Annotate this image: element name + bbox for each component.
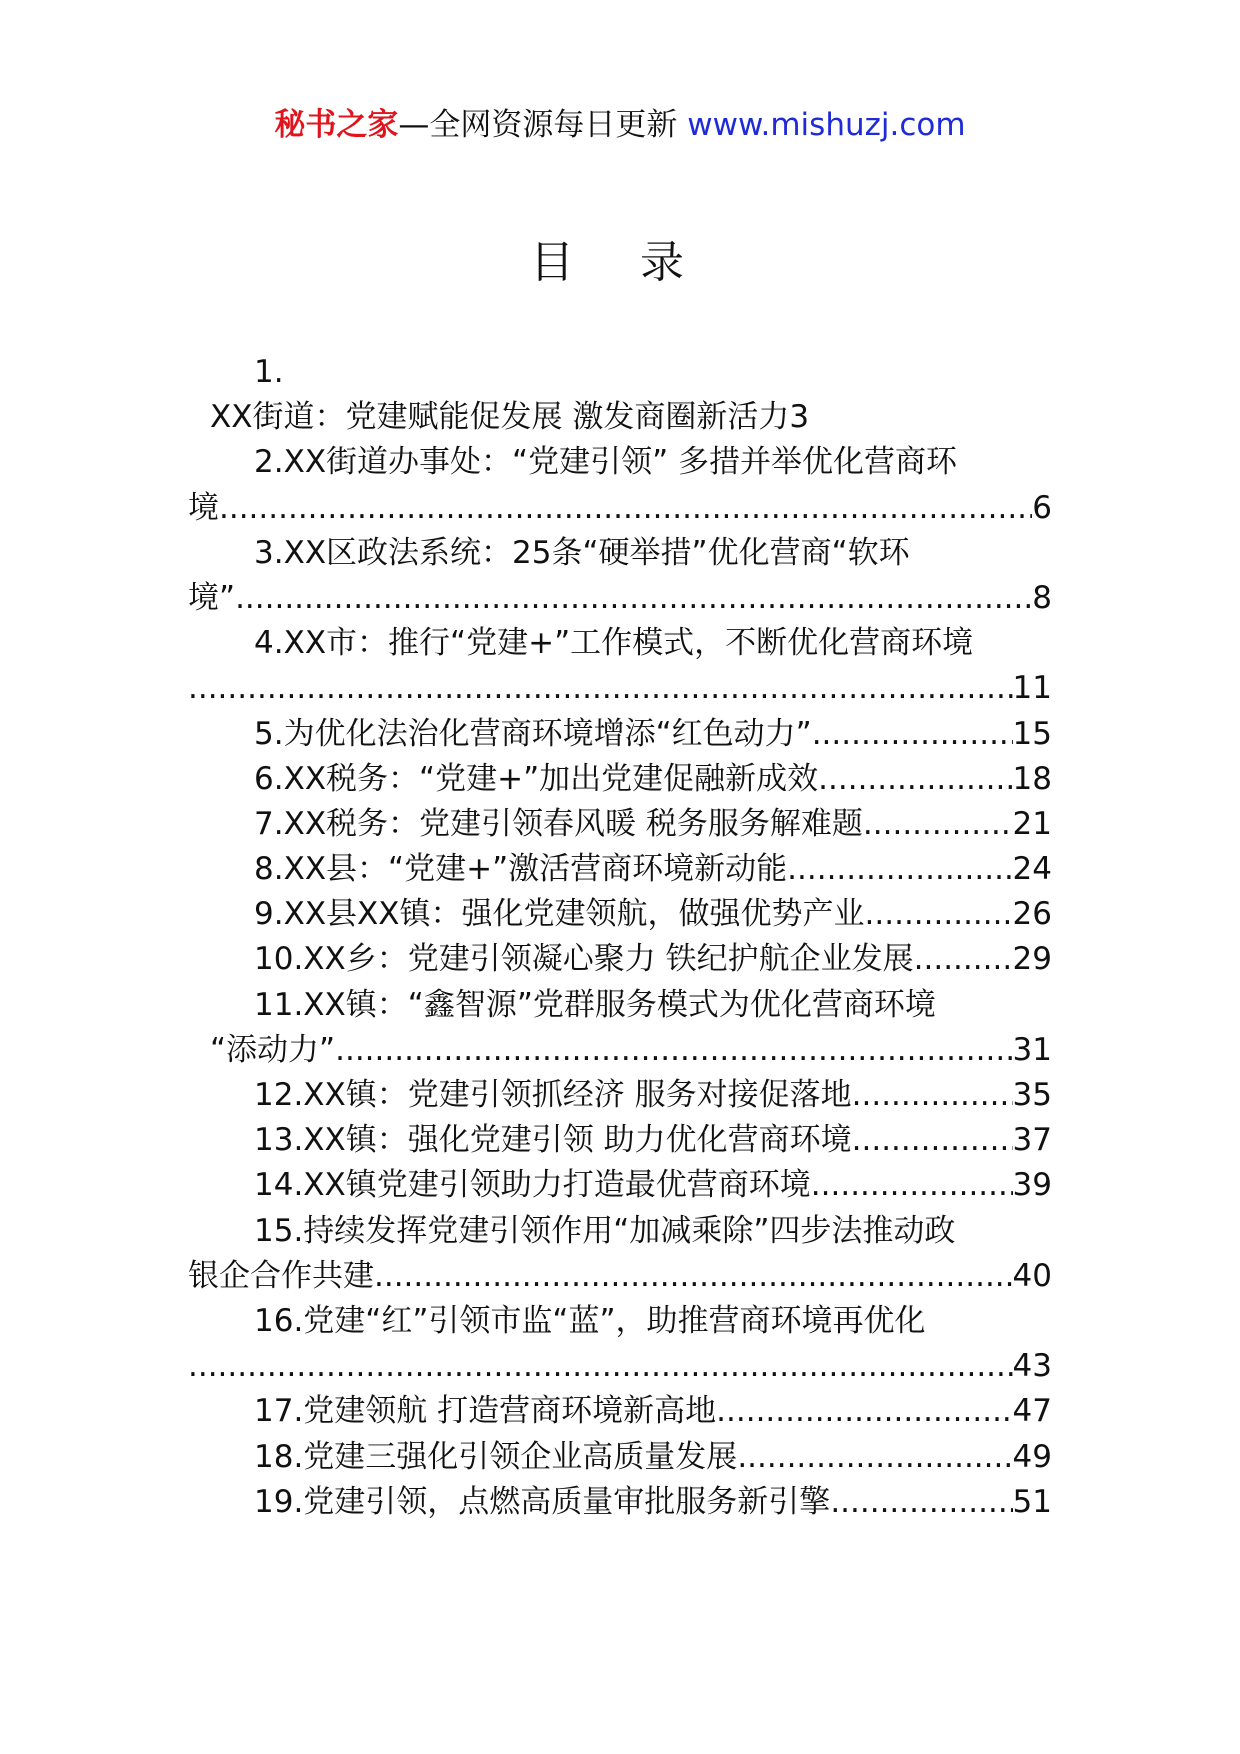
toc-leader-dots [219,486,1032,531]
toc-entry-title: 13.XX镇：强化党建引领 助力优化营商环境 [254,1122,852,1159]
toc-entry-title: 10.XX乡：党建引领凝心聚力 铁纪护航企业发展 [254,941,914,978]
toc-entry-8[interactable] [188,847,1052,892]
toc-entry-4[interactable] [188,621,1052,666]
toc-entry-title: 8.XX县：“党建+”激活营商环境新动能 [254,851,788,888]
toc-entry-title: 16.党建“红”引领市监“蓝”，助推营商环境再优化 [254,1302,926,1339]
toc-entry-title: 5.为优化法治化营商环境增添“红色动力” [254,715,812,752]
toc-leader-dots [716,1389,1012,1434]
toc-entry-page: 11 [1012,670,1052,707]
toc-entry-1-number[interactable]: 1. [254,354,284,390]
toc-entry-page: 24 [1012,851,1052,888]
page-title: 目 录 [530,237,710,288]
toc-entry-9[interactable] [188,892,1052,937]
toc-entry-14[interactable] [188,1163,1052,1208]
toc-entry-page: 47 [1012,1393,1052,1430]
toc-entry-page: 40 [1012,1257,1052,1294]
toc-leader-dots [852,1073,1013,1118]
toc-entry-5[interactable] [188,712,1052,757]
toc-entry-title: 12.XX镇：党建引领抓经济 服务对接促落地 [254,1077,852,1113]
toc-entry-page: 8 [1032,579,1052,616]
toc-entry-title: 2.XX街道办事处：“党建引领” 多措并举优化营商环 [254,444,958,481]
toc-entry-3[interactable] [188,531,1052,576]
toc-entry-title: 3.XX区政法系统：25条“硬举措”优化营商“软环 [254,534,910,571]
toc-leader-dots [852,1118,1013,1163]
toc-entry-title: XX街道：党建赋能促发展 激发商圈新活力 [210,399,790,436]
toc-entry-2-continued[interactable]: 境 ..... 6 [188,486,1052,531]
toc-leader-dots [188,1344,1013,1389]
toc-entry-18[interactable] [188,1435,1052,1480]
toc-entry-4-continued[interactable] [188,666,1052,711]
toc-entry-page: 35 [1012,1077,1052,1113]
toc-leader-dots [737,1435,1012,1480]
toc-leader-dots [811,1163,1013,1208]
toc-entry-page: 3 [789,399,810,436]
toc-entry-title: 19.党建引领，点燃高质量审批服务新引擎 [254,1483,831,1520]
toc-entry-17[interactable] [188,1389,1052,1434]
toc-entry-page: 21 [1012,805,1052,842]
toc-leader-dots [812,712,1013,757]
toc-entry-10[interactable] [188,937,1052,982]
toc-entry-title: 17.党建领航 打造营商环境新高地 [254,1393,717,1430]
toc-entry-title: 7.XX税务：党建引领春风暖 税务服务解难题 [254,805,863,842]
toc-entry-15-continued[interactable]: 银企合作共建 ..... 40 [188,1254,1052,1299]
toc-entry-page: 29 [1012,941,1052,978]
toc-entry-13[interactable] [188,1118,1052,1163]
toc-entry-16[interactable] [188,1299,1052,1344]
toc-entry-title: 6.XX税务：“党建+”加出党建促融新成效 [254,760,819,797]
toc-entry-3-continued[interactable]: 境” ..... 8 [188,576,1052,621]
toc-entry-page: 26 [1012,896,1052,933]
toc-entry-title: 9.XX县XX镇：强化党建领航，做强优势产业 [254,896,865,933]
toc-leader-dots [863,802,1013,847]
toc-entry-6[interactable] [188,757,1052,802]
toc-entry-page: 6 [1032,489,1052,526]
toc-leader-dots [865,892,1013,937]
header-banner [0,103,1240,147]
toc-entry-page: 39 [1012,1167,1052,1204]
toc-entry-page: 51 [1012,1483,1052,1520]
toc-entry-16-continued[interactable] [188,1344,1052,1389]
toc-entry-page: 37 [1012,1122,1052,1159]
toc-leader-dots [914,937,1013,982]
toc-entry-11[interactable] [188,983,1052,1028]
site-url-link[interactable]: www.mishuzj.com [687,107,966,143]
toc-entry-page: 15 [1012,715,1052,752]
brand-name: 秘书之家 [274,107,399,143]
toc-leader-dots [787,847,1012,892]
toc-entry-1[interactable] [188,395,1052,440]
toc-entry-title: 4.XX市：推行“党建+”工作模式，不断优化营商环境 [254,625,974,662]
toc-entry-page: 49 [1012,1438,1052,1475]
table-of-contents [188,350,1052,1525]
toc-entry-2[interactable] [188,440,1052,485]
toc-entry-title: 15.持续发挥党建引领作用“加减乘除”四步法推动政 [254,1212,956,1249]
toc-leader-dots [188,666,1013,711]
toc-leader-dots [818,757,1012,802]
toc-entry-page: 18 [1012,760,1052,797]
toc-entry-page: 31 [1012,1031,1052,1068]
toc-entry-title: 11.XX镇：“鑫智源”党群服务模式为优化营商环境 [254,986,936,1023]
toc-entry-title: 18.党建三强化引领企业高质量发展 [254,1438,738,1475]
toc-entry-11-continued[interactable]: “添动力” ..... 31 [188,1028,1052,1073]
toc-entry-15[interactable] [188,1209,1052,1254]
banner-text: —全网资源每日更新 [398,107,688,143]
toc-entry-page: 43 [1012,1348,1052,1385]
toc-entry-title: 14.XX镇党建引领助力打造最优营商环境 [254,1167,811,1204]
toc-entry-12[interactable] [188,1073,1052,1118]
toc-leader-dots [335,1028,1012,1073]
toc-leader-dots [235,576,1032,621]
toc-entry-7[interactable] [188,802,1052,847]
toc-entry-19[interactable] [188,1480,1052,1525]
toc-leader-dots [374,1254,1013,1299]
toc-leader-dots [830,1480,1012,1525]
